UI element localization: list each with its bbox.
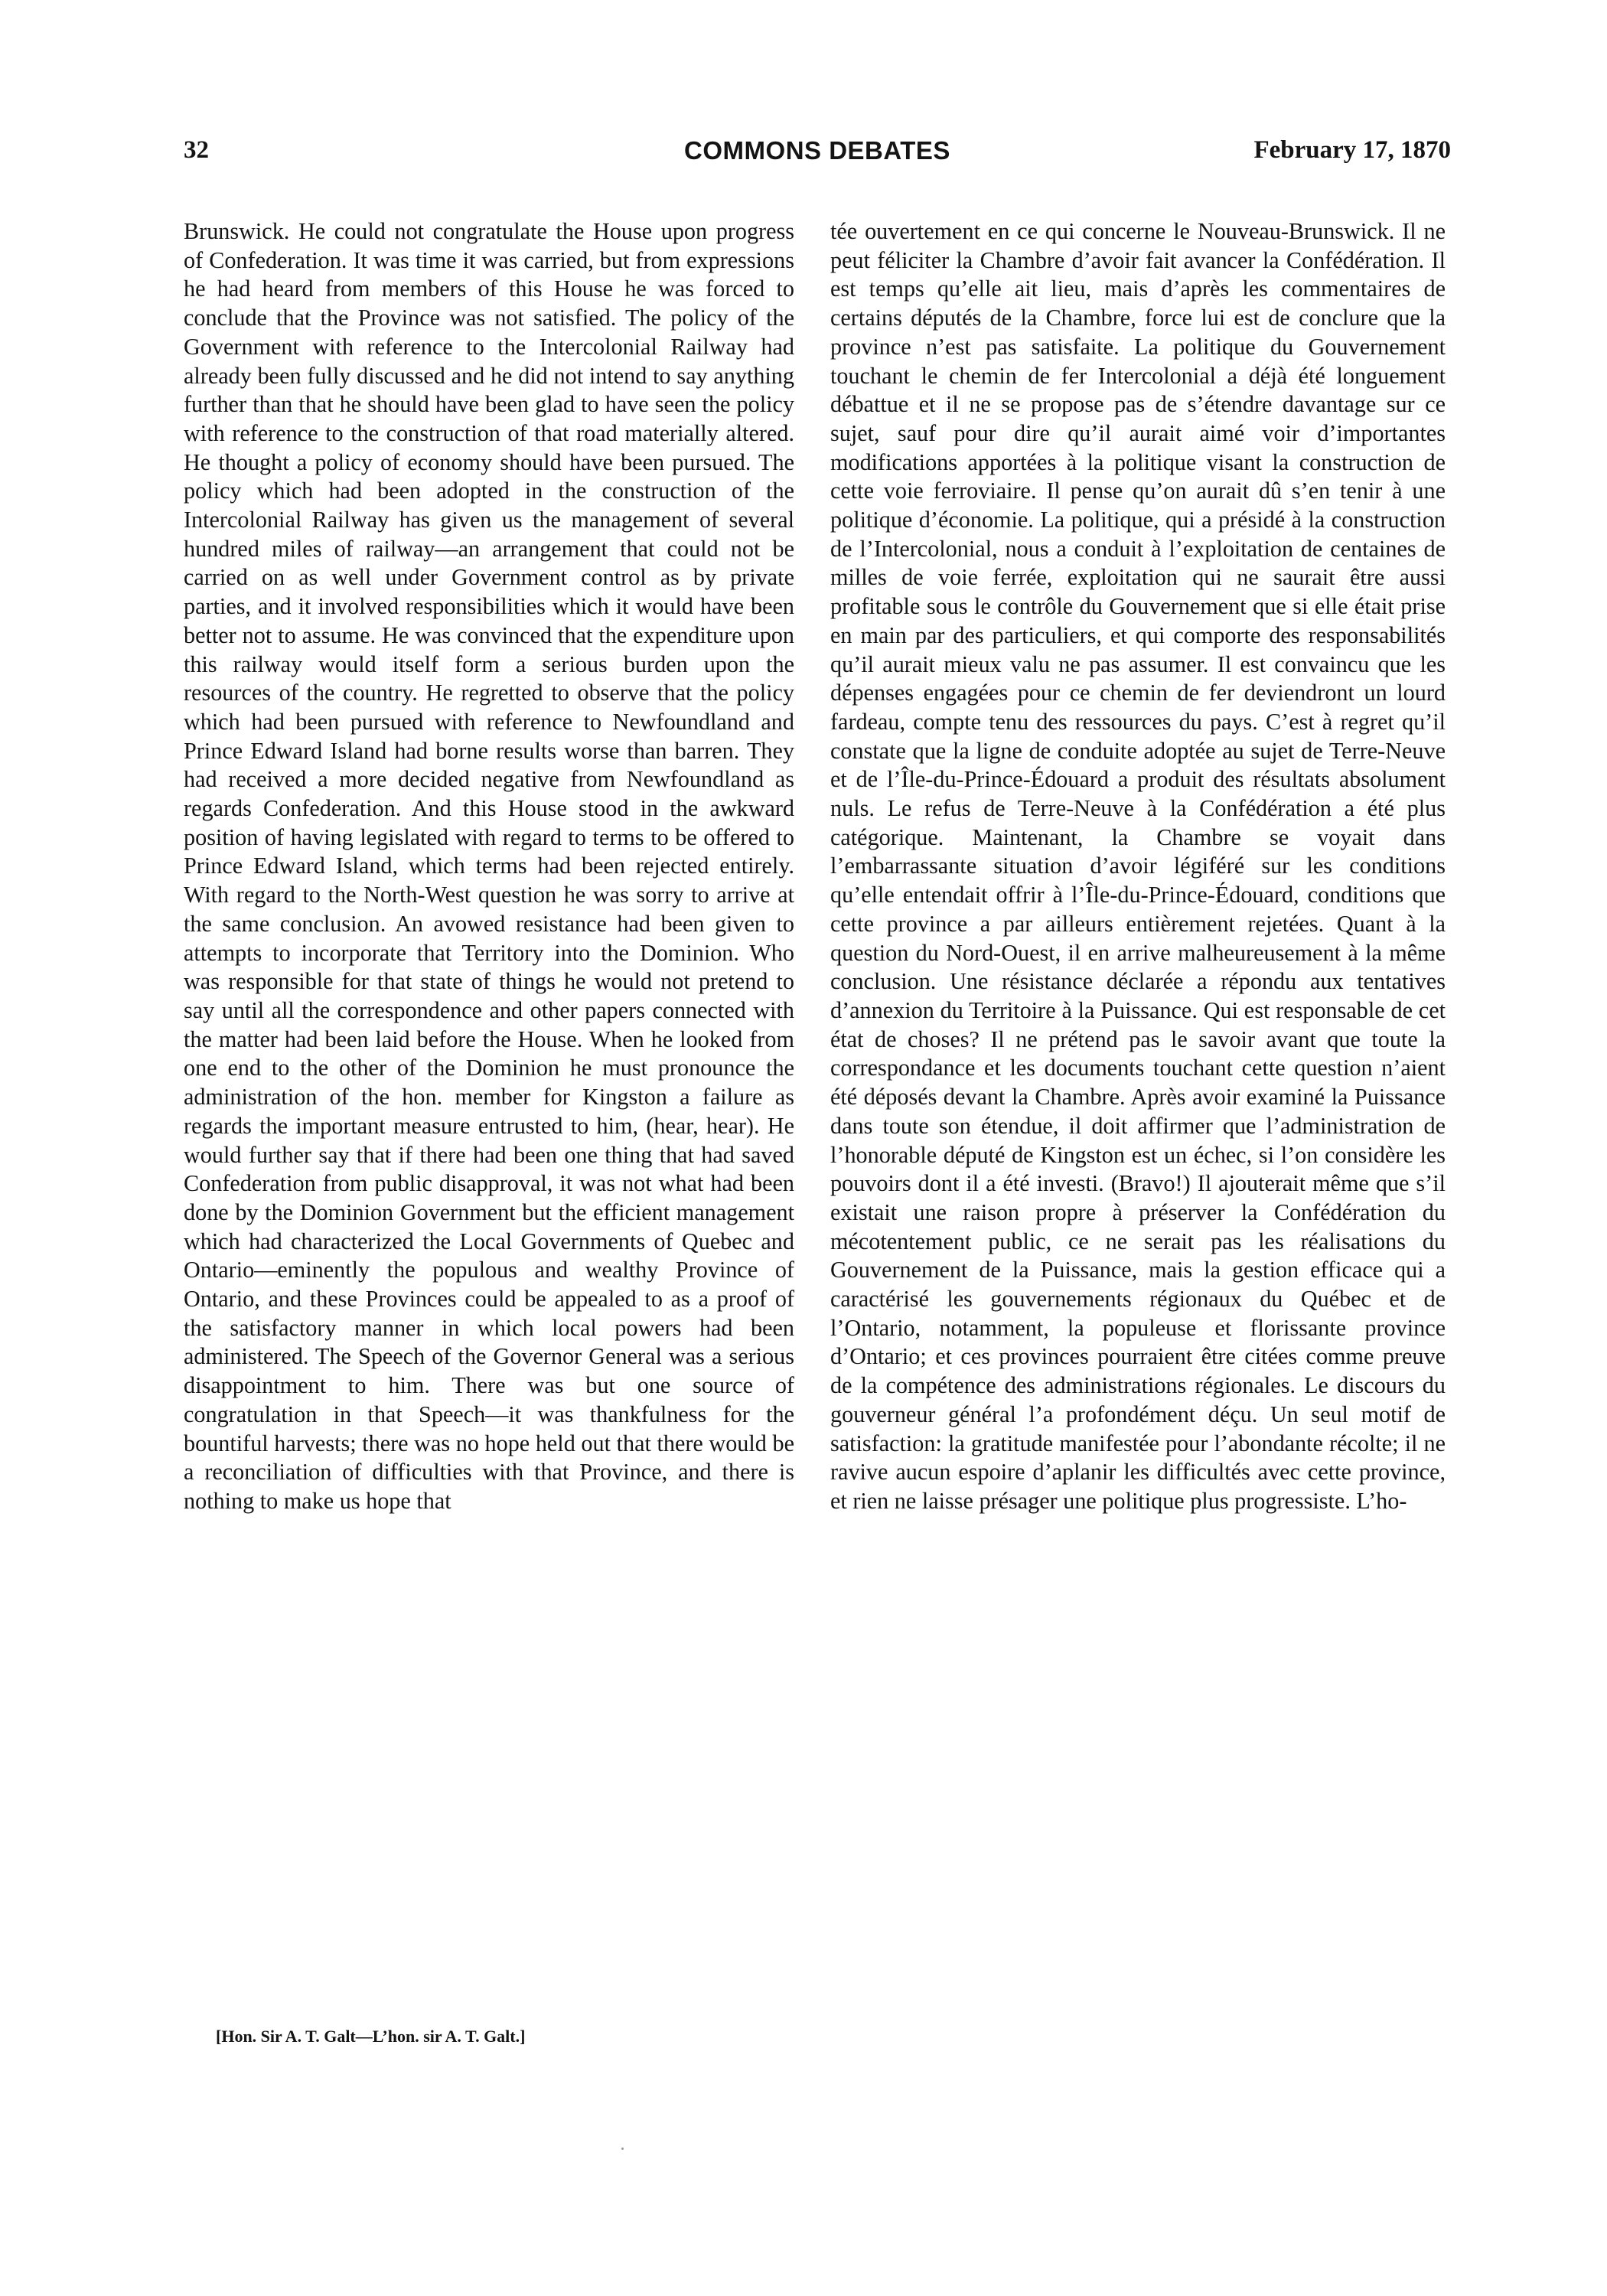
english-column bbox=[184, 217, 794, 1516]
french-column bbox=[830, 217, 1446, 1516]
page-number: 32 bbox=[184, 136, 209, 164]
french-paragraph: tée ouvertement en ce qui concerne le Nouveau-Brunswick. Il ne peut féliciter la Chambre d’avoir fait avancer la Confédération. Il est temps qu’elle ait lieu, mais d’après les commentaires de certains députés de la Chambre, force lui est de conclure que la province n’est pas satisfaite. La politique du Gouvernement touchant le chemin de fer Intercolonial a déjà été longuement débattue et il ne se propose pas de s’étendre davantage sur ce sujet, sauf pour dire qu’il aurait aimé voir d’importantes modifications apportées à la politique visant la construction de cette voie ferroviaire. Il pense qu’on aurait dû s’en tenir à une politique d’économie. La politique, qui a présidé à la construction de l’Intercolonial, nous a conduit à l’exploitation de centaines de milles de voie ferrée, exploitation qui ne saurait être aussi profitable sous le contrôle du Gouvernement que si elle était prise en main par des particuliers, et qui comporte des responsabilités qu’il aurait mieux valu ne pas assumer. Il est convaincu que les dépenses engagées pour ce chemin de fer deviendront un lourd fardeau, compte tenu des ressources du pays. C’est à regret qu’il constate que la ligne de conduite adoptée au sujet de Terre-Neuve et de l’Île-du-Prince-Édouard a produit des résultats absolument nuls. Le refus de Terre-Neuve à la Confédération a été plus catégorique. Maintenant, la Chambre se voyait dans l’embarrassante situation d’avoir légiféré sur les conditions qu’elle entendait offrir à l’Île-du-Prince-Édouard, conditions que cette province a par ailleurs entièrement rejetées. Quant à la question du Nord-Ouest, il en arrive malheureusement à la même conclusion. Une résistance déclarée a répondu aux tentatives d’annexion du Territoire à la Puissance. Qui est responsable de cet état de choses? Il ne prétend pas le savoir avant que toute la correspondance et les documents touchant cette question n’aient été déposés devant la Chambre. Après avoir examiné la Puissance dans toute son étendue, il doit affirmer que l’administration de l’honorable député de Kingston est un échec, si l’on considère les pouvoirs dont il a été investi. (Bravo!) Il ajouterait même que s’il existait une raison propre à préserver la Confédération du mécotentement public, ce ne serait pas les réalisations du Gouvernement de la Puissance, mais la gestion efficace qui a caractérisé les gouvernements régionaux du Québec et de l’Ontario, notamment, la populeuse et florissante province d’Ontario; et ces provinces pourraient être citées comme preuve de la compétence des administrations régionales. Le discours du gouverneur général l’a profondément déçu. Un seul motif de satisfaction: la gratitude manifestée pour l’abondante récolte; il ne ravive aucun espoire d’aplanir les difficultés avec cette province, et rien ne laisse présager une politique plus progressiste. L’ho- bbox=[830, 218, 1446, 1514]
print-speck bbox=[621, 2148, 624, 2150]
english-paragraph: Brunswick. He could not congratulate the House upon progress of Confederation. It was time it was carried, but from expressions he had heard from members of this House he was forced to conclude that the Province was not satisfied. The policy of the Government with reference to the Intercolonial Railway had already been fully discussed and he did not intend to say anything further than that he should have been glad to have seen the policy with reference to the construction of that road materially altered. He thought a policy of economy should have been pursued. The policy which had been adopted in the construction of the Intercolonial Railway has given us the management of several hundred miles of railway—an arrangement that could not be carried on as well under Government control as by private parties, and it involved responsibilities which it would have been better not to assume. He was convinced that the expenditure upon this railway would itself form a serious burden upon the resources of the country. He regretted to observe that the policy which had been pursued with reference to Newfoundland and Prince Edward Island had borne results worse than barren. They had received a more decided negative from Newfoundland as regards Confederation. And this House stood in the awkward position of having legislated with regard to terms to be offered to Prince Edward Island, which terms had been rejected entirely. With regard to the North-West question he was sorry to arrive at the same conclusion. An avowed resistance had been given to attempts to incorporate that Territory into the Dominion. Who was responsible for that state of things he would not pretend to say until all the correspondence and other papers connected with the matter had been laid before the House. When he looked from one end to the other of the Dominion he must pronounce the administration of the hon. member for Kingston a failure as regards the important measure entrusted to him, (hear, hear). He would further say that if there had been one thing that had saved Confederation from public disapproval, it was not what had been done by the Dominion Government but the efficient management which had characterized the Local Governments of Quebec and Ontario—eminently the populous and wealthy Province of Ontario, and these Provinces could be appealed to as a proof of the satisfactory manner in which local powers had been administered. The Speech of the Governor General was a serious disappointment to him. There was but one source of congratulation in that Speech—it was thankfulness for the bountiful harvests; there was no hope held out that there would be a reconciliation of difficulties with that Province, and there is nothing to make us hope that bbox=[184, 218, 794, 1514]
speaker-note: [Hon. Sir A. T. Galt—L’hon. sir A. T. Galt.] bbox=[216, 2027, 526, 2046]
page-date: February 17, 1870 bbox=[1253, 136, 1451, 164]
page-header bbox=[184, 136, 1451, 182]
running-head: COMMONS DEBATES bbox=[684, 136, 950, 165]
